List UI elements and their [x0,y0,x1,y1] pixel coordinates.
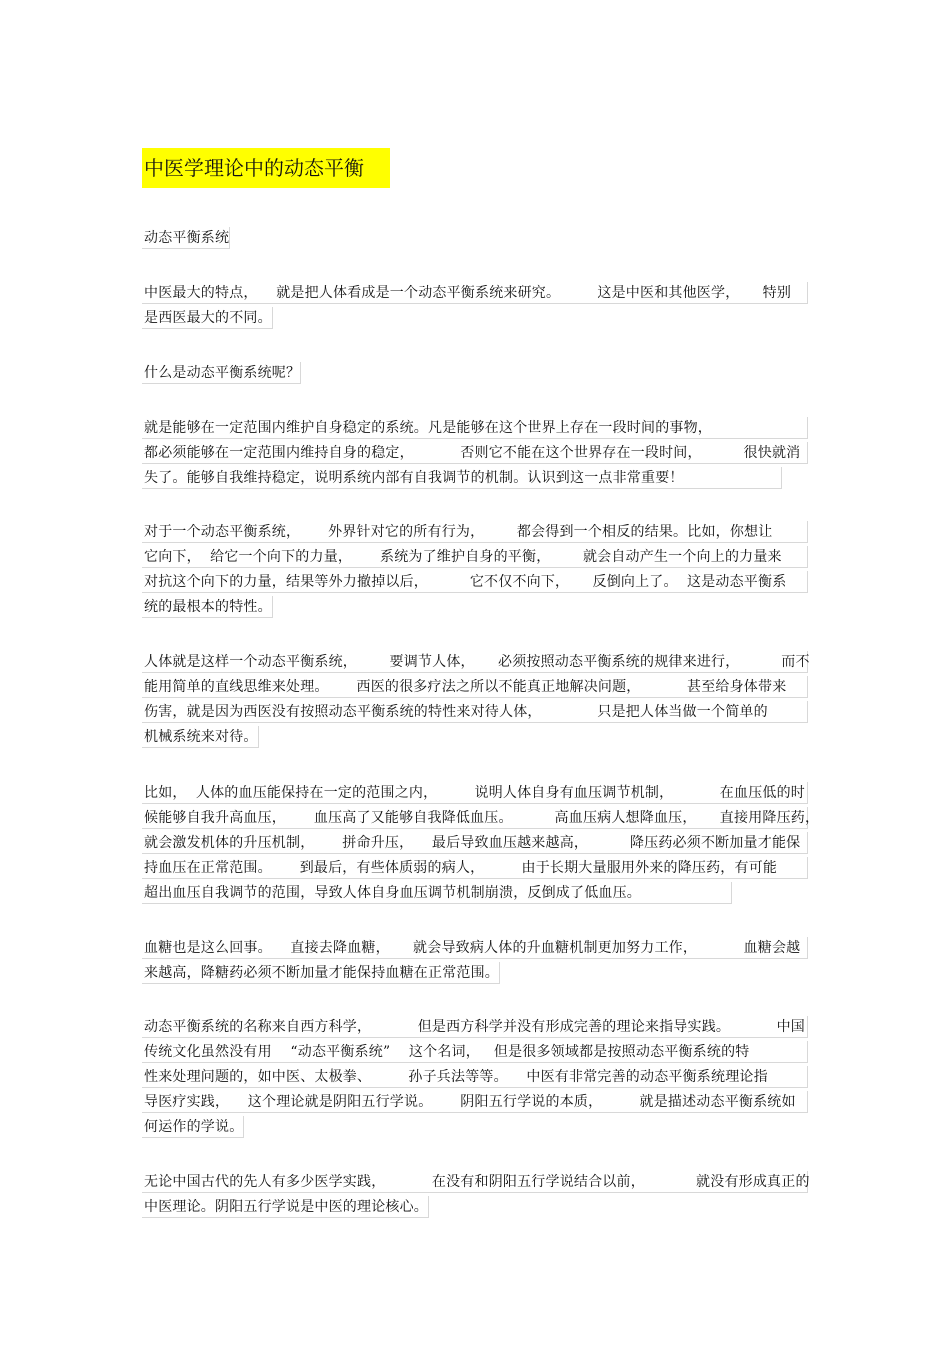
text-line: 何运作的学说。 [142,1116,244,1138]
paragraph-2 [142,282,808,332]
text-line: 无论中国古代的先人有多少医学实践， 在没有和阴阳五行学说结合以前， 就没有形成真正的 [142,1171,808,1193]
text-line: 来越高，降糖药必须不断加量才能保持血糖在正常范围。 [142,962,500,984]
text-line: 伤害，就是因为西医没有按照动态平衡系统的特性来对待人体， 只是把人体当做一个简单的 [142,701,808,723]
text-line: 持血压在正常范围。 到最后，有些体质弱的病人， 由于长期大量服用外来的降压药，有可能 [142,857,808,879]
document-title: 中医学理论中的动态平衡 [142,148,390,188]
text-line: 血糖也是这么回事。 直接去降血糖， 就会导致病人体的升血糖机制更加努力工作， 血糖会越 [142,937,808,959]
paragraph-10 [142,1171,808,1221]
text-line: 中医最大的特点， 就是把人体看成是一个动态平衡系统来研究。 这是中医和其他医学， 特别 [142,282,808,304]
text-line: 它向下， 给它一个向下的力量， 系统为了维护自身的平衡， 就会自动产生一个向上的力量来 [142,546,808,568]
text-line: 超出血压自我调节的范围，导致人体自身血压调节机制崩溃，反倒成了低血压。 [142,882,732,904]
paragraph-5 [142,521,808,621]
paragraph-3 [142,362,808,387]
text-line: 都必须能够在一定范围内维持自身的稳定， 否则它不能在这个世界存在一段时间， 很快就消 [142,442,808,464]
paragraph-6 [142,651,808,751]
text-line: 机械系统来对待。 [142,726,259,748]
text-line: 候能够自我升高血压， 血压高了又能够自我降低血压。 高血压病人想降血压， 直接用降压药， [142,807,808,829]
text-line: 传统文化虽然没有用 “动态平衡系统” 这个名词， 但是很多领域都是按照动态平衡系统的特 [142,1041,808,1063]
text-line: 比如， 人体的血压能保持在一定的范围之内， 说明人体自身有血压调节机制， 在血压低的时 [142,782,808,804]
text-line: 动态平衡系统的名称来自西方科学， 但是西方科学并没有形成完善的理论来指导实践。 中国 [142,1016,808,1038]
text-line: 是西医最大的不同。 [142,307,273,329]
paragraph-8 [142,937,808,987]
text-line: 就会激发机体的升压机制， 拼命升压， 最后导致血压越来越高， 降压药必须不断加量才能保 [142,832,808,854]
text-line: 对抗这个向下的力量，结果等外力撤掉以后， 它不仅不向下， 反倒向上了。 这是动态平衡系 [142,571,808,593]
text-line: 中医理论。阴阳五行学说是中医的理论核心。 [142,1196,429,1218]
text-line: 性来处理问题的，如中医、太极拳、 孙子兵法等等。 中医有非常完善的动态平衡系统理论指 [142,1066,808,1088]
paragraph-9 [142,1016,808,1141]
text-line: 对于一个动态平衡系统， 外界针对它的所有行为， 都会得到一个相反的结果。比如，你想让 [142,521,808,543]
text-line: 统的最根本的特性。 [142,596,273,618]
paragraph-1 [142,227,808,252]
text-line: 就是能够在一定范围内维护自身稳定的系统。凡是能够在这个世界上存在一段时间的事物， [142,417,808,439]
text-line: 失了。能够自我维持稳定，说明系统内部有自我调节的机制。认识到这一点非常重要！ [142,467,782,489]
paragraph-4 [142,417,808,492]
text-line: 什么是动态平衡系统呢？ [142,362,301,384]
paragraph-7 [142,782,820,907]
text-line: 人体就是这样一个动态平衡系统， 要调节人体， 必须按照动态平衡系统的规律来进行， 而不 [142,651,808,673]
text-line: 能用简单的直线思维来处理。 西医的很多疗法之所以不能真正地解决问题， 甚至给身体带来 [142,676,808,698]
text-line: 导医疗实践， 这个理论就是阴阳五行学说。 阴阳五行学说的本质， 就是描述动态平衡系统如 [142,1091,808,1113]
text-line: 动态平衡系统 [142,227,230,249]
